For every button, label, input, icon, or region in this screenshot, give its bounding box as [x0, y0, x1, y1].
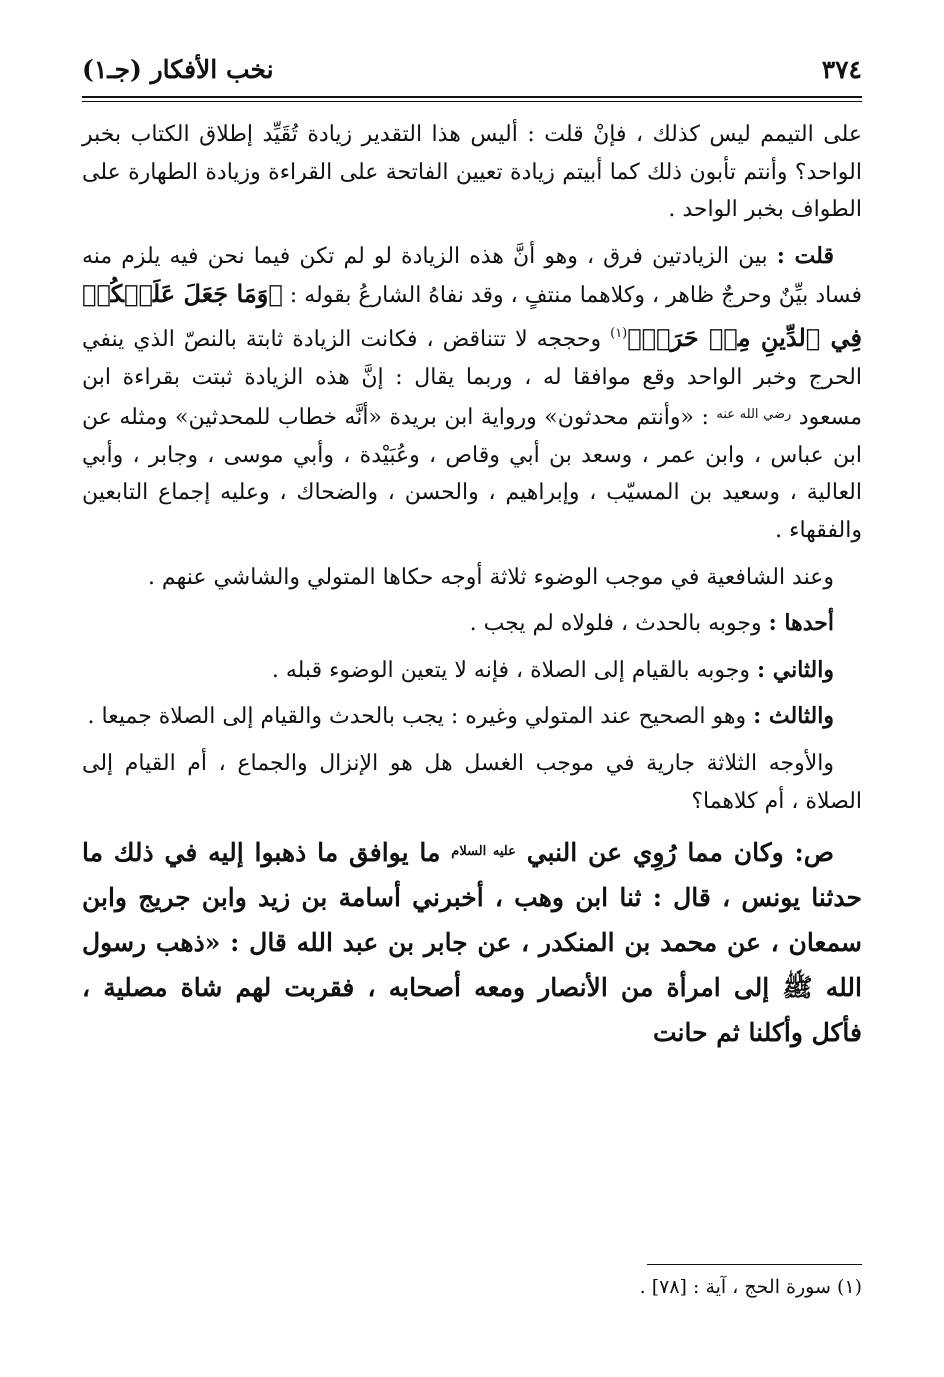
matn-text-3: إلى امرأة من الأنصار ومعه أصحابه ، فقربت لهم شاة مصلية ، فأكل وأكلنا ثم حانت [82, 973, 862, 1048]
matn-text-1: ص: وكان مما رُوِي عن النبي [515, 838, 834, 868]
quran-verse: ﴿وَمَا جَعَلَ عَلَيۡكُمۡ فِي ٱلدِّينِ مِنۡ حَرَجٖ﴾ [82, 279, 863, 352]
view-first [82, 605, 862, 643]
book-page [82, 48, 862, 1348]
salawat-symbol-2: ﷺ [782, 973, 813, 1003]
header-rule [82, 96, 862, 102]
view-third-text: وهو الصحيح عند المتولي وغيره : يجب بالحدث والقيام إلى الصلاة جميعا . [87, 704, 754, 730]
running-header [82, 48, 862, 92]
qult-text-2: وحججه لا تتناقض ، فكانت الزيادة ثابتة بالنصّ الذي ينفي الحرج وخبر الواحد وقع موافقا له ، وربما يقال : إنَّ هذه الزيادة ثبتت بقراءة ابن مسعود [82, 326, 862, 431]
view-first-lead: أحدها : [768, 610, 834, 637]
paragraph-ghusl: والأوجه الثلاثة جارية في موجب الغسل هل هو الإنزال والجماع ، أم القيام إلى الصلاة ، أم كلاهما؟ [82, 750, 862, 814]
honorific-radiallah: رضي الله عنه [716, 407, 792, 423]
view-second [82, 652, 862, 690]
view-second-lead: والثاني : [756, 656, 834, 683]
footnote-reference: (١) [610, 325, 628, 341]
qult-text-1: بين الزيادتين فرق ، وهو أنَّ هذه الزيادة لو لم تكن فيما نحن فيه يلزم منه فساد بيِّنٌ وحرجٌ ظاهر ، وكلاهما منتفٍ ، وقد نفاهُ الشارعُ بقوله : [82, 243, 862, 309]
matn-hadith [82, 829, 862, 1055]
view-second-text: وجوبه بالقيام إلى الصلاة ، فإنه لا يتعين الوضوء قبله . [271, 657, 757, 683]
book-title: نخب الأفكار (جـ١) [82, 55, 274, 84]
footnote: (١) سورة الحج ، آية : [٧٨] . [639, 1276, 862, 1298]
page-number: ٣٧٤ [821, 55, 862, 84]
paragraph-qult [82, 238, 862, 550]
view-third [82, 698, 862, 736]
salawat-symbol-1: عليه السلام [451, 844, 516, 860]
body-text [82, 116, 862, 1055]
paragraph-shafii: وعند الشافعية في موجب الوضوء ثلاثة أوجه حكاها المتولي والشاشي عنهم . [147, 564, 834, 590]
matn-text-2: ما يوافق ما ذهبوا إليه في ذلك ما حدثنا يونس ، قال : ثنا ابن وهب ، أخبرني أسامة بن زيد وابن جريج وابن سمعان ، عن محمد بن المنكدر ، عن جابر بن عبد الله قال : «ذهب رسول الله [82, 838, 862, 1003]
view-first-text: وجوبه بالحدث ، فلولاه لم يجب . [469, 611, 769, 637]
paragraph-tayammum: على التيمم ليس كذلك ، فإنْ قلت : أليس هذا التقدير زيادة تُقَيِّد إطلاق الكتاب بخبر الواحد؟ وأنتم تأبون ذلك كما أبيتم زيادة تعيين الفاتحة على القراءة وزيادة الطهارة على الطواف بخبر الواحد . [82, 122, 862, 223]
footnote-rule [647, 1264, 862, 1265]
qult-lead: قلت : [776, 242, 834, 269]
view-third-lead: والثالث : [753, 703, 834, 730]
qult-text-3: : «وأنتم محدثون» ورواية ابن بريدة «أنَّه خطاب للمحدثين» ومثله عن ابن عباس ، وابن عمر ، وسعد بن أبي وقاص ، وعُبَيْدة ، وأبي موسى ، وجابر ، وأبي العالية ، وسعيد بن المسيّب ، وإبراهيم ، والحسن ، والضحاك ، وعليه إجماع التابعين والفقهاء . [82, 405, 862, 543]
